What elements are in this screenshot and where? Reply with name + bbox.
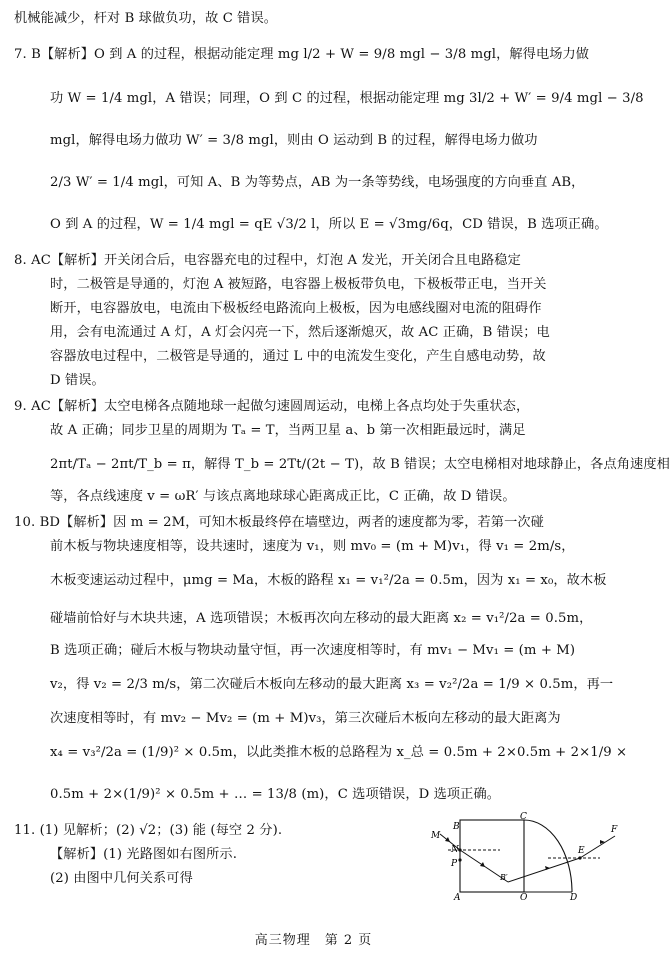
text-line: B 选项正确；碰后木板与物块动量守恒，再一次速度相等时，有 mv₁ − Mv₁ = (m + M) — [50, 643, 576, 658]
page-footer: 高三物理 第 2 页 — [254, 933, 373, 948]
text-line: (2) 由图中几何关系可得 — [50, 871, 193, 886]
text-line: 用，会有电流通过 A 灯，A 灯会闪亮一下，然后逐渐熄灭，故 AC 正确，B 错误；电 — [50, 325, 550, 340]
label-n: N — [451, 845, 459, 855]
reflected-ray — [508, 858, 580, 882]
text-line: 【解析】(1) 光路图如右图所示. — [50, 847, 238, 862]
text-line: 10. BD【解析】因 m = 2M，可知木板最终停在墙壁边，两者的速度都为零，若第一次碰 — [14, 515, 544, 530]
text-line: 机械能减少，杆对 B 球做负功，故 C 错误。 — [14, 11, 278, 26]
text-line: 等，各点线速度 v = ωR′ 与该点离地球球心距离成正比，C 正确，故 D 错误。 — [50, 489, 516, 504]
text-line: 8. AC【解析】开关闭合后，电容器充电的过程中，灯泡 A 发光，开关闭合且电路稳定 — [14, 253, 521, 268]
text-line: x₄ = v₃²/2a = (1/9)² × 0.5m，以此类推木板的总路程为 x_总 = 0.5m + 2×0.5m + 2×1/9 × — [50, 745, 628, 760]
point-p — [458, 858, 461, 861]
text-line: 时，二极管是导通的，灯泡 A 被短路，电容器上极板带负电，下极板带正电，当开关 — [50, 277, 547, 292]
point-n — [458, 848, 461, 851]
arc-surface — [524, 820, 572, 892]
text-line: O 到 A 的过程，W = 1/4 mgl = qE √3/2 l，所以 E = √3mg/6q，CD 错误，B 选项正确。 — [50, 217, 608, 232]
label-b: B — [453, 822, 460, 832]
optics-figure — [430, 812, 620, 903]
label-o: O — [520, 893, 528, 903]
text-line: 功 W = 1/4 mgl，A 错误；同理，O 到 C 的过程，根据动能定理 mg 3l/2 + W′ = 9/4 mgl − 3/8 — [50, 91, 644, 106]
text-line: D 错误。 — [50, 373, 105, 388]
text-line: 前木板与物块速度相等，设共速时，速度为 v₁，则 mv₀ = (m + M)v₁，得 v₁ = 2m/s， — [50, 539, 575, 554]
arrow-head — [480, 862, 485, 867]
text-line: 7. B【解析】O 到 A 的过程，根据动能定理 mg l/2 + W = 9/8 mgl − 3/8 mgl，解得电场力做 — [14, 47, 590, 62]
label-p: P — [451, 859, 458, 869]
label-m: M — [431, 831, 441, 841]
outgoing-ray — [580, 836, 615, 858]
text-line: 容器放电过程中，二极管是导通的，通过 L 中的电流发生变化，产生自感电动势，故 — [50, 349, 546, 364]
point-e — [578, 856, 581, 859]
label-c: C — [520, 812, 527, 822]
label-d: D — [570, 893, 578, 903]
text-line: 0.5m + 2×(1/9)² × 0.5m + … = 13/8 (m)，C 选项错误，D 选项正确。 — [50, 787, 501, 802]
label-f: F — [611, 825, 618, 835]
text-line: 2πt/Tₐ − 2πt/T_b = π，解得 T_b = 2Tt/(2t − T)，故 B 错误；太空电梯相对地球静止，各点角速度相 — [50, 457, 670, 472]
label-b-prime: B′ — [500, 873, 508, 882]
label-e: E — [578, 846, 585, 856]
text-line: 2/3 W′ = 1/4 mgl，可知 A、B 为等势点，AB 为一条等势线，电场强度的方向垂直 AB， — [50, 175, 585, 190]
arrow-head — [445, 837, 450, 842]
text-line: 次速度相等时，有 mv₂ − Mv₂ = (m + M)v₃，第三次碰后木板向左移动的最大距离为 — [50, 711, 561, 726]
text-line: mgl，解得电场力做功 W′ = 3/8 mgl，则由 O 运动到 B 的过程，解得电场力做功 — [50, 133, 538, 148]
text-line: 碰墙前恰好与木块共速，A 选项错误；木板再次向左移动的最大距离 x₂ = v₁²/2a = 0.5m， — [50, 611, 593, 626]
text-line: 11. (1) 见解析；(2) √2；(3) 能 (每空 2 分). — [14, 823, 283, 838]
text-line: v₂，得 v₂ = 2/3 m/s，第二次碰后木板向左移动的最大距离 x₃ = v₂²/2a = 1/9 × 0.5m，再一 — [50, 677, 614, 692]
text-line: 木板变速运动过程中，μmg = Ma，木板的路程 x₁ = v₁²/2a = 0.5m，因为 x₁ = x₀，故木板 — [50, 573, 607, 588]
label-a: A — [454, 893, 461, 903]
text-line: 断开，电容器放电，电流由下极板经电路流向上极板，因为电感线圈对电流的阻碍作 — [50, 301, 542, 316]
text-line: 故 A 正确；同步卫星的周期为 Tₐ = T，当两卫星 a、b 第一次相距最远时，满足 — [50, 423, 526, 438]
text-line: 9. AC【解析】太空电梯各点随地球一起做匀速圆周运动，电梯上各点均处于失重状态， — [14, 399, 530, 414]
